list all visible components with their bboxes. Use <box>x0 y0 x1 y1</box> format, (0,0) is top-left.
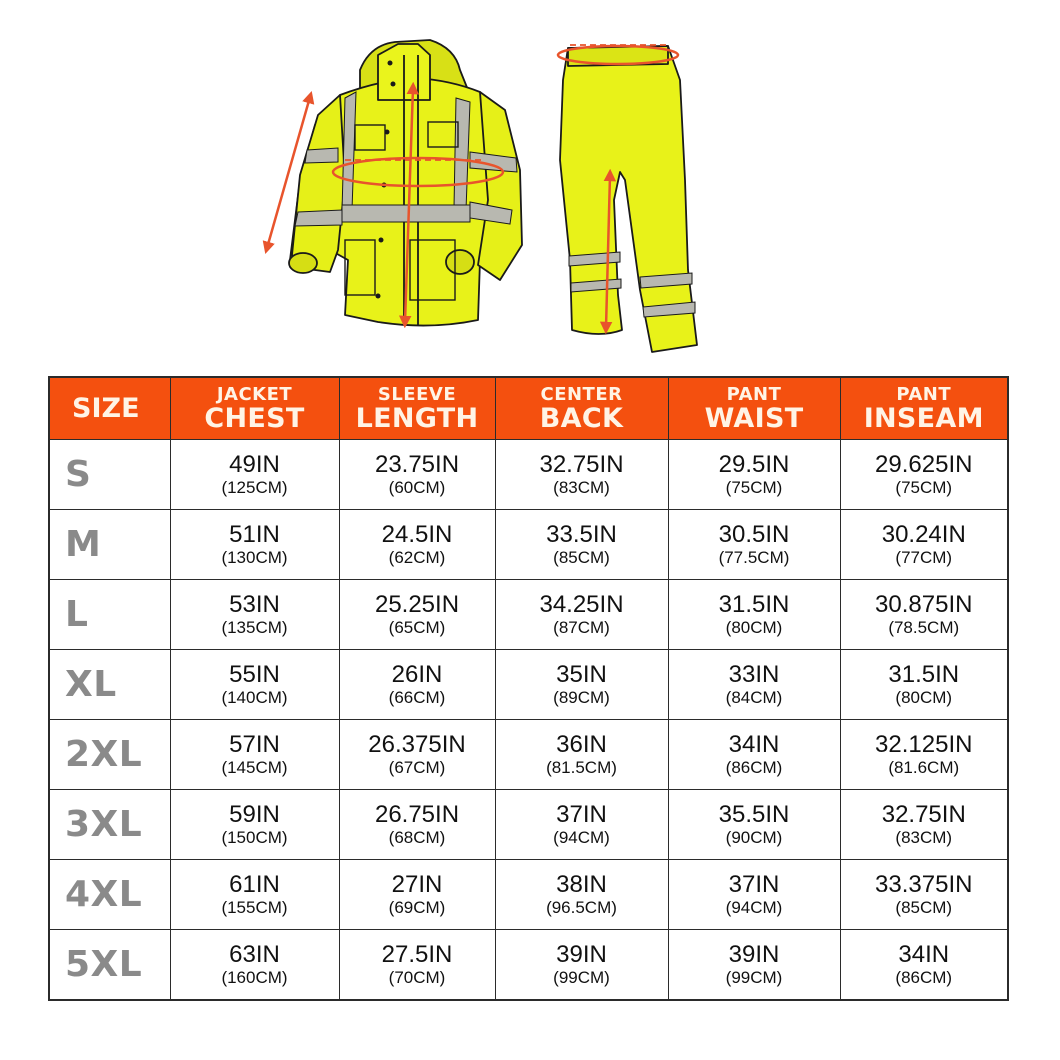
size-label: 5XL <box>49 930 170 1001</box>
cell-pant-waist <box>668 860 840 930</box>
value-inches: 36IN <box>556 731 607 758</box>
cell-center-back <box>495 580 668 650</box>
value-centimeters: (85CM) <box>553 548 610 567</box>
value-centimeters: (135CM) <box>221 618 288 637</box>
cell-sleeve-length <box>339 790 495 860</box>
value-centimeters: (125CM) <box>221 478 288 497</box>
cell-pant-inseam <box>840 580 1008 650</box>
value-centimeters: (86CM) <box>895 968 953 987</box>
value-centimeters: (75CM) <box>725 478 783 497</box>
value-centimeters: (62CM) <box>388 548 446 567</box>
cell-sleeve-length <box>339 860 495 930</box>
value-centimeters: (83CM) <box>553 478 610 497</box>
value-centimeters: (84CM) <box>725 688 783 707</box>
value-inches: 30.24IN <box>881 521 966 548</box>
value-centimeters: (80CM) <box>895 688 953 707</box>
value-inches: 30.875IN <box>875 591 973 618</box>
cell-pant-inseam <box>840 440 1008 510</box>
header-pant-waist: PANT WAIST <box>668 377 840 440</box>
cell-jacket-chest <box>170 580 339 650</box>
value-centimeters: (160CM) <box>221 968 288 987</box>
cell-sleeve-length <box>339 580 495 650</box>
value-inches: 37IN <box>728 871 780 898</box>
table-row <box>49 720 1008 790</box>
cell-center-back <box>495 440 668 510</box>
header-size: SIZE <box>49 377 170 440</box>
header-center-back: CENTER BACK <box>495 377 668 440</box>
cell-jacket-chest <box>170 510 339 580</box>
cell-pant-waist <box>668 930 840 1001</box>
value-inches: 27IN <box>391 871 443 898</box>
value-inches: 32.125IN <box>875 731 973 758</box>
cell-pant-waist <box>668 650 840 720</box>
value-inches: 24.5IN <box>381 521 453 548</box>
value-inches: 27.5IN <box>381 941 453 968</box>
value-centimeters: (94CM) <box>725 898 783 917</box>
header-pant-inseam: PANT INSEAM <box>840 377 1008 440</box>
value-inches: 23.75IN <box>374 451 460 478</box>
cell-pant-waist <box>668 580 840 650</box>
value-centimeters: (99CM) <box>725 968 783 987</box>
value-inches: 33.375IN <box>875 871 973 898</box>
size-label: L <box>49 580 170 650</box>
table-row <box>49 510 1008 580</box>
value-centimeters: (90CM) <box>725 828 783 847</box>
value-inches: 57IN <box>229 731 280 758</box>
cell-pant-inseam <box>840 930 1008 1001</box>
cell-pant-inseam <box>840 510 1008 580</box>
cell-center-back <box>495 860 668 930</box>
value-centimeters: (83CM) <box>895 828 953 847</box>
cell-pant-inseam <box>840 790 1008 860</box>
value-inches: 38IN <box>556 871 607 898</box>
cell-jacket-chest <box>170 650 339 720</box>
header-sleeve-length: SLEEVE LENGTH <box>339 377 495 440</box>
value-inches: 26IN <box>391 661 443 688</box>
table-row <box>49 790 1008 860</box>
size-chart-table <box>48 376 1009 1001</box>
value-inches: 26.75IN <box>374 801 460 828</box>
value-inches: 35IN <box>556 661 607 688</box>
value-inches: 37IN <box>556 801 607 828</box>
cell-pant-waist <box>668 720 840 790</box>
value-centimeters: (81.6CM) <box>888 758 960 777</box>
value-centimeters: (77CM) <box>895 548 953 567</box>
value-centimeters: (85CM) <box>895 898 953 917</box>
value-inches: 63IN <box>229 941 280 968</box>
value-inches: 34IN <box>898 941 950 968</box>
value-inches: 33IN <box>728 661 780 688</box>
cell-jacket-chest <box>170 440 339 510</box>
table-row <box>49 930 1008 1001</box>
cell-jacket-chest <box>170 720 339 790</box>
cell-center-back <box>495 650 668 720</box>
value-centimeters: (70CM) <box>388 968 446 987</box>
cell-pant-waist <box>668 440 840 510</box>
value-centimeters: (94CM) <box>553 828 610 847</box>
table-row <box>49 440 1008 510</box>
value-inches: 26.375IN <box>368 731 466 758</box>
cell-pant-waist <box>668 790 840 860</box>
cell-pant-waist <box>668 510 840 580</box>
value-centimeters: (96.5CM) <box>546 898 617 917</box>
header-row <box>49 377 1008 440</box>
value-centimeters: (68CM) <box>388 828 446 847</box>
value-inches: 35.5IN <box>718 801 790 828</box>
value-centimeters: (60CM) <box>388 478 446 497</box>
value-centimeters: (69CM) <box>388 898 446 917</box>
cell-sleeve-length <box>339 510 495 580</box>
cell-pant-inseam <box>840 860 1008 930</box>
value-centimeters: (145CM) <box>221 758 288 777</box>
cell-center-back <box>495 930 668 1001</box>
cell-center-back <box>495 720 668 790</box>
value-centimeters: (140CM) <box>221 688 288 707</box>
value-inches: 39IN <box>728 941 780 968</box>
cell-pant-inseam <box>840 720 1008 790</box>
value-centimeters: (155CM) <box>221 898 288 917</box>
cell-jacket-chest <box>170 790 339 860</box>
table-row <box>49 580 1008 650</box>
jacket-pants-drawing <box>0 0 1060 370</box>
size-label: 2XL <box>49 720 170 790</box>
value-inches: 53IN <box>229 591 280 618</box>
value-centimeters: (67CM) <box>388 758 446 777</box>
size-label: XL <box>49 650 170 720</box>
value-centimeters: (77.5CM) <box>718 548 790 567</box>
cell-sleeve-length <box>339 930 495 1001</box>
value-inches: 51IN <box>229 521 280 548</box>
cell-center-back <box>495 510 668 580</box>
size-label: 3XL <box>49 790 170 860</box>
garment-illustration <box>0 0 1060 370</box>
cell-sleeve-length <box>339 650 495 720</box>
value-inches: 29.5IN <box>718 451 790 478</box>
value-inches: 31.5IN <box>888 661 960 688</box>
value-centimeters: (130CM) <box>221 548 288 567</box>
size-label: S <box>49 440 170 510</box>
value-inches: 31.5IN <box>718 591 790 618</box>
value-centimeters: (75CM) <box>895 478 953 497</box>
value-centimeters: (78.5CM) <box>888 618 960 637</box>
value-inches: 34IN <box>728 731 780 758</box>
value-centimeters: (66CM) <box>388 688 446 707</box>
value-inches: 29.625IN <box>875 451 973 478</box>
value-inches: 61IN <box>229 871 280 898</box>
cell-jacket-chest <box>170 860 339 930</box>
value-inches: 30.5IN <box>718 521 790 548</box>
value-centimeters: (65CM) <box>388 618 446 637</box>
cell-center-back <box>495 790 668 860</box>
size-label: 4XL <box>49 860 170 930</box>
header-jacket-chest: JACKET CHEST <box>170 377 339 440</box>
size-label: M <box>49 510 170 580</box>
cell-jacket-chest <box>170 930 339 1001</box>
value-centimeters: (99CM) <box>553 968 610 987</box>
value-inches: 49IN <box>229 451 280 478</box>
value-centimeters: (81.5CM) <box>546 758 617 777</box>
value-inches: 39IN <box>556 941 607 968</box>
value-inches: 59IN <box>229 801 280 828</box>
value-inches: 55IN <box>229 661 280 688</box>
value-centimeters: (80CM) <box>725 618 783 637</box>
value-inches: 25.25IN <box>374 591 460 618</box>
cell-pant-inseam <box>840 650 1008 720</box>
value-inches: 34.25IN <box>539 591 624 618</box>
cell-sleeve-length <box>339 440 495 510</box>
value-inches: 33.5IN <box>546 521 617 548</box>
table-row <box>49 860 1008 930</box>
value-inches: 32.75IN <box>539 451 624 478</box>
value-inches: 32.75IN <box>881 801 966 828</box>
value-centimeters: (150CM) <box>221 828 288 847</box>
cell-sleeve-length <box>339 720 495 790</box>
value-centimeters: (86CM) <box>725 758 783 777</box>
value-centimeters: (87CM) <box>553 618 610 637</box>
value-centimeters: (89CM) <box>553 688 610 707</box>
table-row <box>49 650 1008 720</box>
